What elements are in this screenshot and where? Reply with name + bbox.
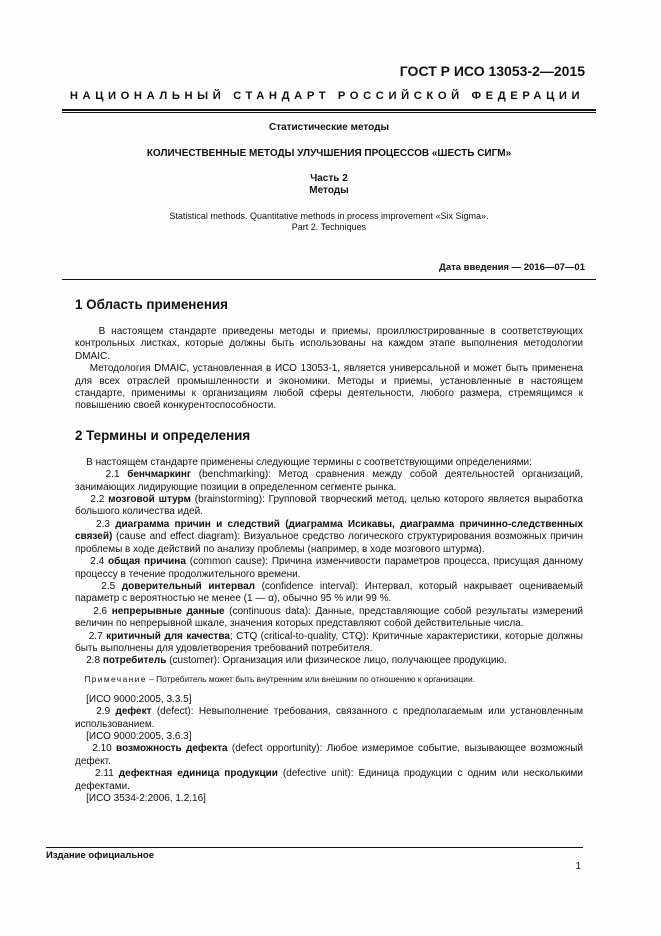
section1-paragraph-2: Методология DMAIC, установленная в ИСО 13053-1, является универсальной и может быть применена для всех отраслей промышленности и экономики. Методы и приемы, установленные в настоящем стандарте, применимы к организациям любой сферы деятельности, любого размера, стремящимся к повышению своей конкурентоспособности. — [75, 363, 583, 412]
edition-label: Издание официальное — [46, 850, 154, 861]
header-rule-thin — [62, 112, 596, 113]
english-title-line2: Part 2. Techniques — [291, 222, 367, 232]
term-2-1: 2.1 бенчмаркинг (benchmarking): Метод сравнения между собой деятельностей организаций, занимающих лидирующие позиции в определенном сегменте рынка. — [75, 469, 583, 493]
note — [75, 674, 583, 685]
term-2-5: 2.5 доверительный интервал (confidence interval): Интервал, который накрывает оцениваемый параметр с вероятностью не менее (1 — α), обычно 95 % или 99 %. — [75, 580, 583, 605]
page-number: 1 — [575, 861, 581, 872]
term-2-2: 2.2 мозговой штурм (brainstorming): Групповой творческий метод, целью которого является выработка большого количества идей. — [75, 494, 583, 518]
date-rule — [62, 279, 596, 280]
term-2-3: 2.3 диаграмма причин и следствий (диаграмма Исикавы, диаграмма причинно-следственных связей) (cause and effect diagram): Визуальное средство логического структурирования возможных причин проблемы в ходе действий по анализу проблемы (например, в ходе мозгового штурма). — [75, 518, 584, 555]
term-2-6: 2.6 непрерывные данные (continuous data): Данные, представляющие собой результаты измерений величин по непрерывной шкале, значения которых представляют собой действительные числа. — [75, 605, 584, 630]
section1-paragraph-1: В настоящем стандарте приведены методы и приемы, проиллюстрированные в соответствующих контрольных листках, которые должны быть использованы на каждом этапе выполнения методологии DMAIC. — [75, 326, 583, 362]
term-2-11: 2.11 дефектная единица продукции (defective unit): Единица продукции с одним или несколькими дефектами. — [75, 768, 584, 792]
section1-heading: 1 Область применения — [75, 297, 228, 312]
note-text: – Потребитель может быть внутренним или внешним по отношению к организации. — [146, 673, 475, 684]
national-standard-banner: НАЦИОНАЛЬНЫЙ СТАНДАРТ РОССИЙСКОЙ ФЕДЕРАЦИИ — [69, 90, 585, 102]
part-name: Методы — [309, 185, 349, 196]
term-2-7: 2.7 критичный для качества; CTQ (critical-to-quality, CTQ): Критичные характеристики, которые должны быть выполнены для удовлетворения требований потребителя. — [75, 630, 583, 654]
main-content — [75, 296, 583, 805]
standard-number: ГОСТ Р ИСО 13053-2—2015 — [399, 63, 585, 79]
header-rule-thick — [62, 109, 596, 111]
note-label: Примечание — [84, 673, 147, 684]
section2-heading: 2 Термины и определения — [75, 427, 251, 443]
part-number: Часть 2 — [310, 173, 348, 184]
section2-intro: В настоящем стандарте применены следующие термины с соответствующими определениями: — [86, 456, 532, 468]
english-title-line1: Statistical methods. Quantitative methods in process improvement «Six Sigma». — [169, 211, 489, 221]
footer-rule — [46, 847, 583, 848]
reference-2-11: [ИСО 3534-2:2006, 1.2.16] — [86, 793, 206, 804]
main-title: КОЛИЧЕСТВЕННЫЕ МЕТОДЫ УЛУЧШЕНИЯ ПРОЦЕССОВ «ШЕСТЬ СИГМ» — [146, 148, 512, 159]
term-2-10: 2.10 возможность дефекта (defect opportunity): Любое измеримое событие, вызывающее возможный дефект. — [75, 743, 583, 767]
series-title: Статистические методы — [268, 122, 390, 133]
term-2-8: 2.8 потребитель (customer): Организация или физическое лицо, получающее продукцию. — [86, 655, 507, 667]
reference-2-8: [ИСО 9000:2005, 3.3.5] — [86, 693, 192, 705]
reference-2-9: [ИСО 9000:2005, 3.6.3] — [86, 730, 192, 742]
introduction-date: Дата введения — 2016—07—01 — [439, 262, 585, 273]
term-2-9: 2.9 дефект (defect): Невыполнение требования, связанного с предполагаемым или установленным использованием. — [75, 706, 584, 730]
term-2-4: 2.4 общая причина (common cause): Причина изменчивости параметров процесса, присущая данному процессу в течение продолжительного времени. — [75, 556, 584, 580]
